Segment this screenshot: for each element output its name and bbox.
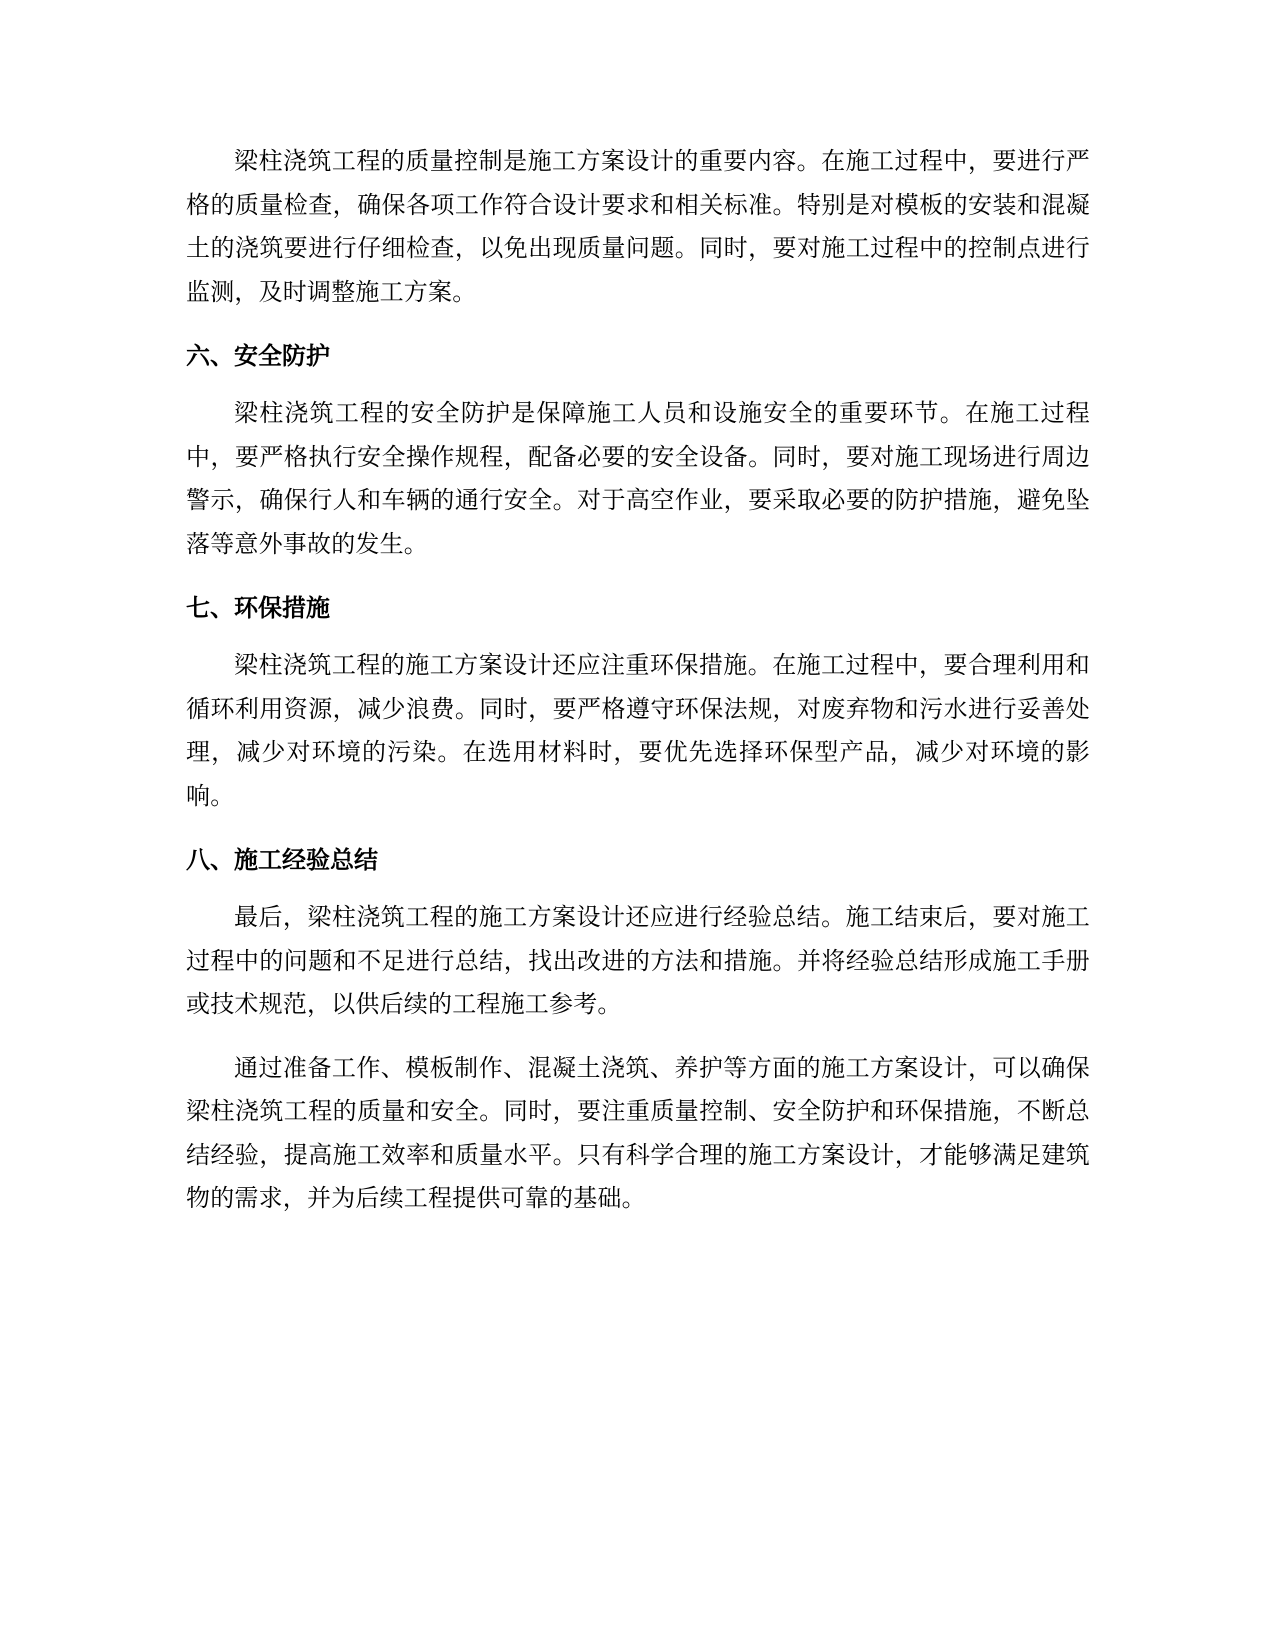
paragraph-safety-protection: 梁柱浇筑工程的安全防护是保障施工人员和设施安全的重要环节。在施工过程中，要严格执行安全操作规程，配备必要的安全设备。同时，要对施工现场进行周边警示，确保行人和车辆的通行安全。对于高空作业，要采取必要的防护措施，避免坠落等意外事故的发生。 (186, 399, 1090, 558)
paragraph-conclusion: 通过准备工作、模板制作、混凝土浇筑、养护等方面的施工方案设计，可以确保梁柱浇筑工程的质量和安全。同时，要注重质量控制、安全防护和环保措施，不断总结经验，提高施工效率和质量水平。只有科学合理的施工方案设计，才能够满足建筑物的需求，并为后续工程提供可靠的基础。 (186, 1053, 1090, 1212)
heading-safety-protection: 六、安全防护 (186, 342, 330, 370)
paragraph-quality-control: 梁柱浇筑工程的质量控制是施工方案设计的重要内容。在施工过程中，要进行严格的质量检查，确保各项工作符合设计要求和相关标准。特别是对模板的安装和混凝土的浇筑要进行仔细检查，以免出现质量问题。同时，要对施工过程中的控制点进行监测，及时调整施工方案。 (186, 147, 1090, 306)
paragraph-environmental-measures: 梁柱浇筑工程的施工方案设计还应注重环保措施。在施工过程中，要合理利用和循环利用资源，减少浪费。同时，要严格遵守环保法规，对废弃物和污水进行妥善处理，减少对环境的污染。在选用材料时，要优先选择环保型产品，减少对环境的影响。 (186, 651, 1090, 810)
heading-environmental-measures: 七、环保措施 (186, 594, 330, 622)
paragraph-experience-summary: 最后，梁柱浇筑工程的施工方案设计还应进行经验总结。施工结束后，要对施工过程中的问题和不足进行总结，找出改进的方法和措施。并将经验总结形成施工手册或技术规范，以供后续的工程施工参考。 (186, 903, 1090, 1018)
heading-experience-summary: 八、施工经验总结 (186, 846, 378, 874)
document-page (186, 140, 1090, 1221)
